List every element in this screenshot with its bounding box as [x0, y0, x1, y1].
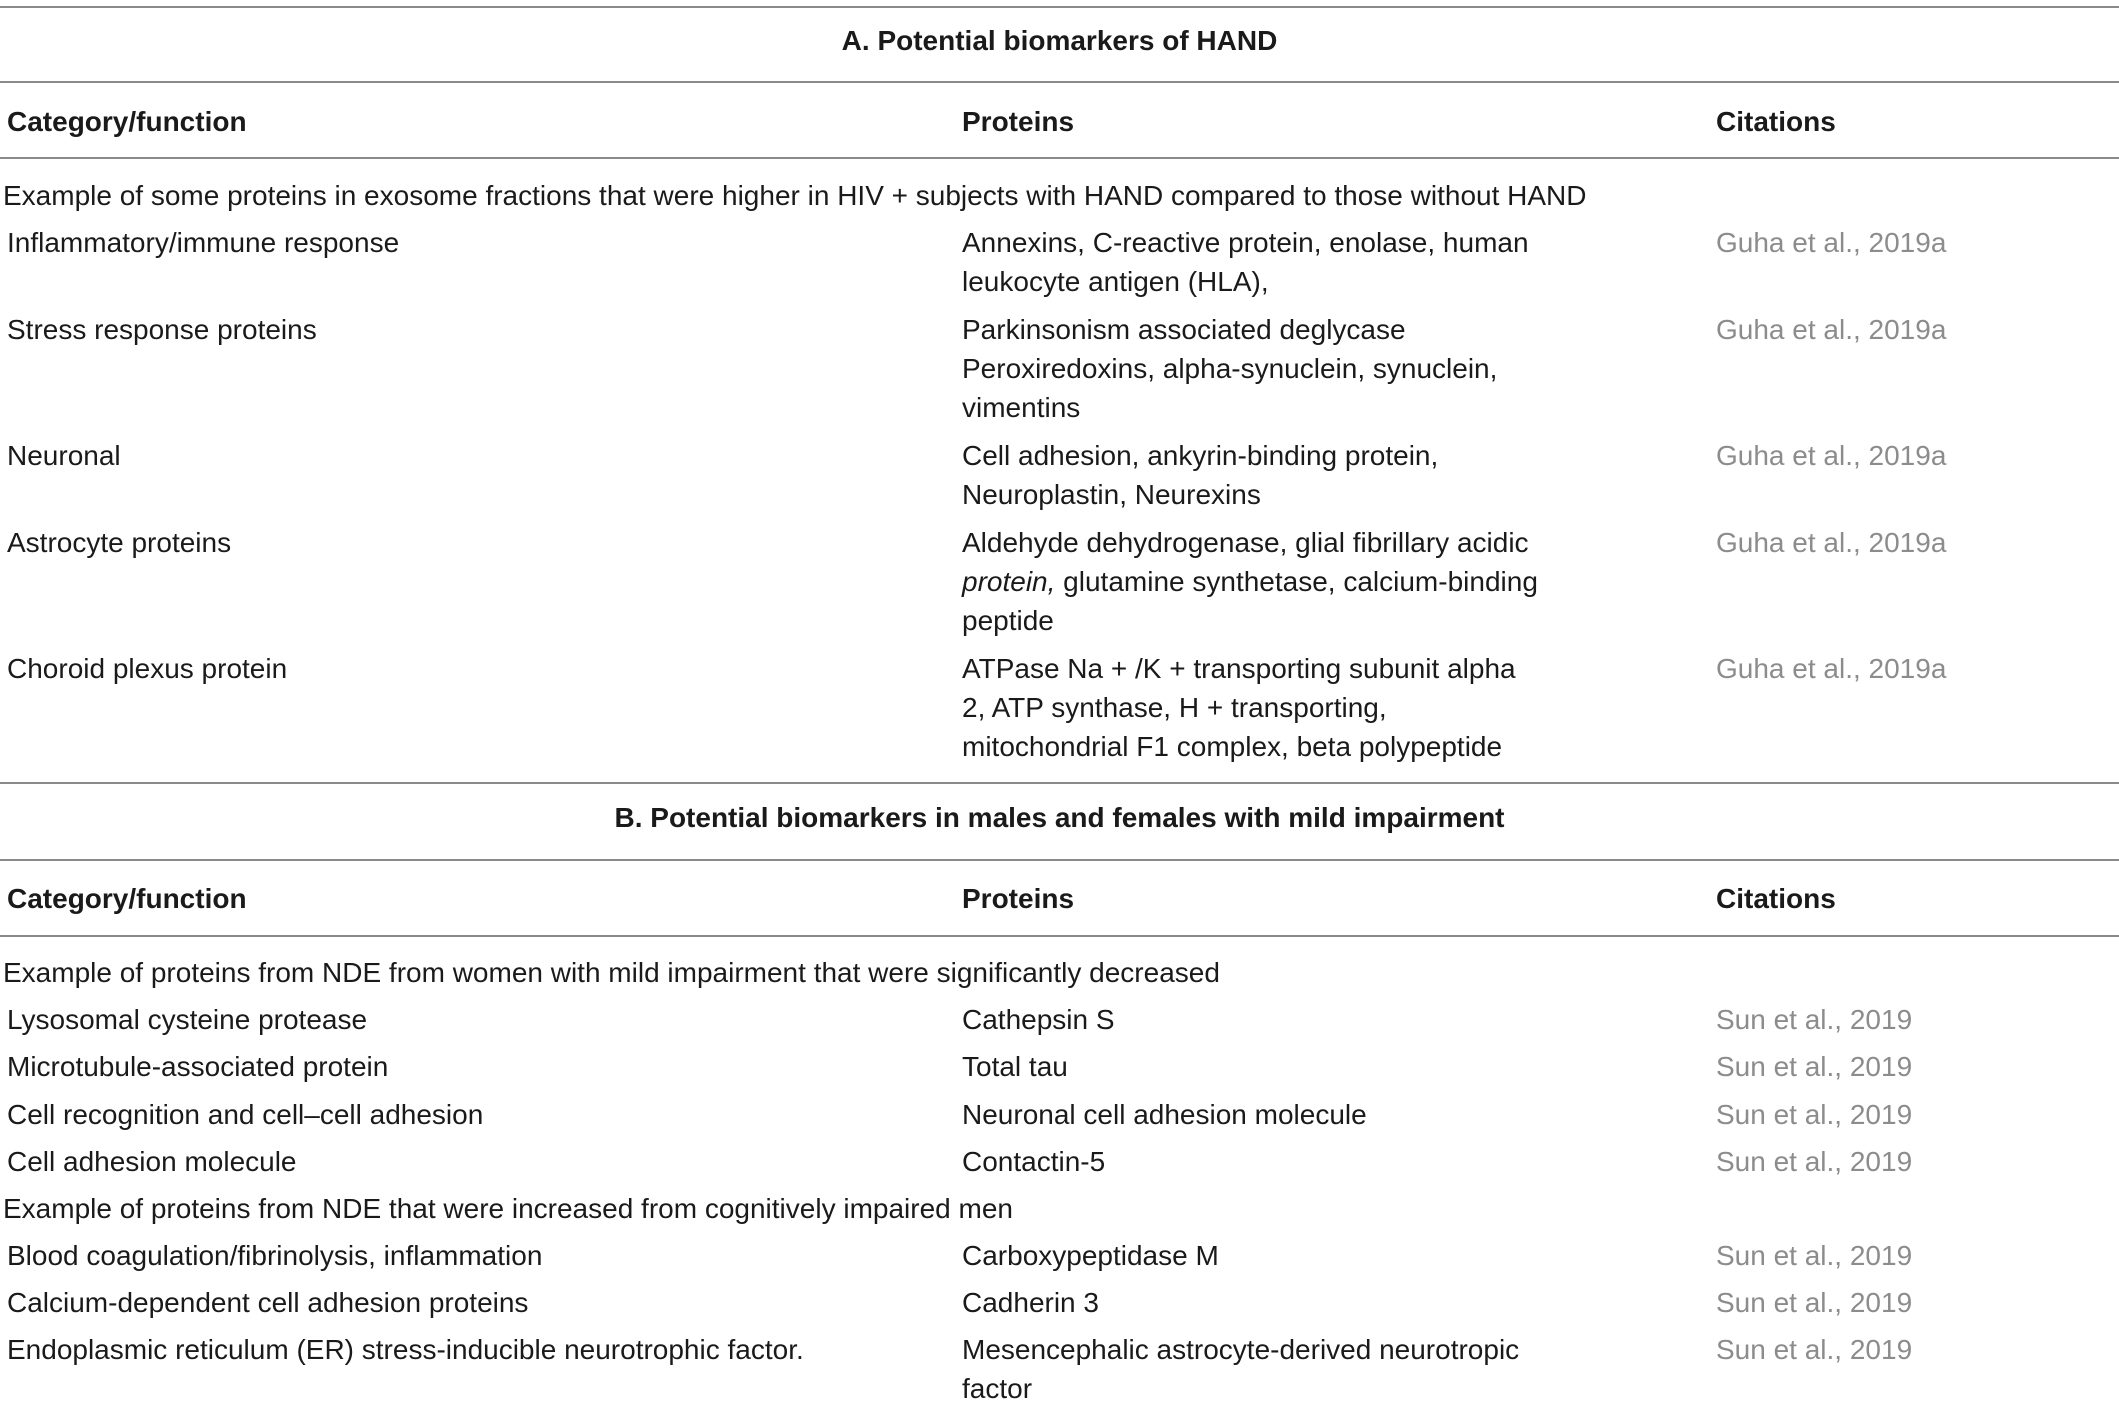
row-category: Calcium-dependent cell adhesion proteins	[7, 1287, 529, 1318]
section-a-title: A. Potential biomarkers of HAND	[841, 25, 1278, 56]
row-proteins-part: glutamine synthetase, calcium-binding peptide	[962, 566, 1538, 636]
row-citation: Guha et al., 2019a	[1716, 653, 1947, 684]
table-top-rule	[0, 6, 2119, 8]
section-b-title: B. Potential biomarkers in males and females with mild impairment	[614, 802, 1505, 833]
row-citation: Sun et al., 2019	[1716, 1287, 1913, 1318]
row-proteins: Contactin-5	[962, 1146, 1106, 1177]
row-citation: Sun et al., 2019	[1716, 1146, 1913, 1177]
row-category: Cell recognition and cell–cell adhesion	[7, 1099, 484, 1130]
row-proteins: Neuronal cell adhesion molecule	[962, 1099, 1367, 1130]
row-category: Blood coagulation/fibrinolysis, inflammation	[7, 1240, 543, 1271]
row-category: Choroid plexus protein	[7, 653, 288, 684]
row-category: Astrocyte proteins	[7, 527, 232, 558]
row-citation: Sun et al., 2019	[1716, 1334, 1913, 1365]
row-category: Endoplasmic reticulum (ER) stress-inducible neurotrophic factor.	[7, 1334, 804, 1365]
row-category: Inflammatory/immune response	[7, 227, 400, 258]
section-a-title-rule	[0, 81, 2119, 83]
row-citation: Guha et al., 2019a	[1716, 527, 1947, 558]
section-a-header-citations: Citations	[1716, 106, 1836, 137]
row-citation: Sun et al., 2019	[1716, 1004, 1913, 1035]
row-proteins: Cathepsin S	[962, 1004, 1115, 1035]
row-proteins: Annexins, C-reactive protein, enolase, human leukocyte antigen (HLA),	[962, 227, 1529, 297]
row-proteins-part: Aldehyde dehydrogenase, glial fibrillary acidic	[962, 527, 1529, 558]
row-proteins: Cell adhesion, ankyrin-binding protein, Neuroplastin, Neurexins	[962, 440, 1439, 510]
row-category: Cell adhesion molecule	[7, 1146, 297, 1177]
section-b-top-rule	[0, 782, 2119, 784]
row-proteins	[962, 523, 1562, 640]
section-a-header-rule	[0, 157, 2119, 159]
section-b-header-category: Category/function	[7, 883, 247, 914]
row-citation: Guha et al., 2019a	[1716, 314, 1947, 345]
row-category: Neuronal	[7, 440, 121, 471]
row-category: Lysosomal cysteine protease	[7, 1004, 368, 1035]
section-b-header-proteins: Proteins	[962, 883, 1075, 914]
section-b-title-rule	[0, 859, 2119, 861]
group-label-men: Example of proteins from NDE that were increased from cognitively impaired men	[3, 1193, 1013, 1224]
section-a-header-category: Category/function	[7, 106, 247, 137]
row-proteins: Parkinsonism associated deglycase Peroxiredoxins, alpha-synuclein, synuclein, vimentins	[962, 314, 1498, 423]
row-citation: Guha et al., 2019a	[1716, 440, 1947, 471]
row-citation: Sun et al., 2019	[1716, 1240, 1913, 1271]
row-citation: Sun et al., 2019	[1716, 1051, 1913, 1082]
group-label-women: Example of proteins from NDE from women with mild impairment that were significantly decreased	[3, 957, 1220, 988]
row-proteins: Cadherin 3	[962, 1287, 1099, 1318]
row-category: Stress response proteins	[7, 314, 317, 345]
row-proteins-italic: protein,	[962, 566, 1056, 597]
row-proteins: ATPase Na + /K + transporting subunit alpha 2, ATP synthase, H + transporting, mitochondrial F1 complex, beta polypeptide	[962, 653, 1516, 762]
row-proteins: Mesencephalic astrocyte-derived neurotropic factor	[962, 1334, 1520, 1404]
section-b-header-citations: Citations	[1716, 883, 1836, 914]
row-citation: Guha et al., 2019a	[1716, 227, 1947, 258]
row-proteins: Carboxypeptidase M	[962, 1240, 1219, 1271]
section-a-header-proteins: Proteins	[962, 106, 1075, 137]
row-citation: Sun et al., 2019	[1716, 1099, 1913, 1130]
section-b-header-rule	[0, 935, 2119, 937]
group-label-hand-exosome: Example of some proteins in exosome fractions that were higher in HIV + subjects with HAND compared to those without HAND	[3, 180, 1587, 211]
row-category: Microtubule-associated protein	[7, 1051, 389, 1082]
row-proteins: Total tau	[962, 1051, 1068, 1082]
